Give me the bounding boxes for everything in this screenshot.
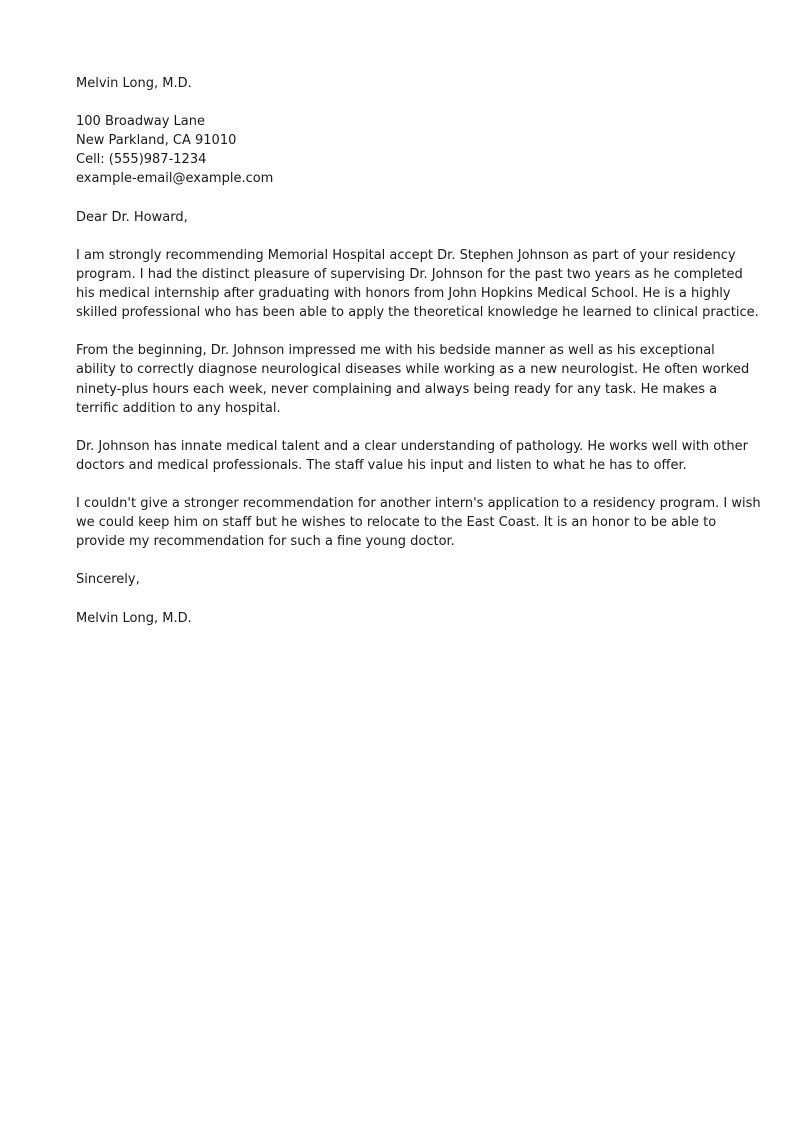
sender-address-line1: 100 Broadway Lane (76, 114, 205, 130)
closing: Sincerely, (76, 572, 140, 588)
spacer (76, 227, 726, 246)
paragraph-line: Dr. Johnson has innate medical talent and a clear understanding of pathology. He works well with other (76, 438, 748, 454)
paragraph-line: provide my recommendation for such a fine young doctor. (76, 534, 455, 550)
sender-address-block (76, 112, 726, 188)
spacer (76, 590, 726, 609)
body-paragraph-3 (76, 437, 748, 475)
body-paragraph-4 (76, 494, 761, 551)
paragraph-line: ability to correctly diagnose neurological diseases while working as a new neurologist. He often worked (76, 362, 750, 378)
paragraph-line: doctors and medical professionals. The staff value his input and listen to what he has to offer. (76, 457, 687, 473)
spacer (76, 189, 726, 208)
signature-name: Melvin Long, M.D. (76, 610, 192, 626)
spacer (76, 418, 726, 437)
paragraph-line: I am strongly recommending Memorial Hospital accept Dr. Stephen Johnson as part of your residency (76, 247, 736, 263)
sender-phone: Cell: (555)987-1234 (76, 152, 207, 168)
paragraph-line: skilled professional who has been able to apply the theoretical knowledge he learned to clinical practice. (76, 305, 759, 321)
spacer (76, 322, 726, 341)
paragraph-line: program. I had the distinct pleasure of supervising Dr. Johnson for the past two years as he completed (76, 266, 743, 282)
spacer (76, 475, 726, 494)
paragraph-line: his medical internship after graduating with honors from John Hopkins Medical School. He is a highly (76, 286, 731, 302)
paragraph-line: From the beginning, Dr. Johnson impressed me with his bedside manner as well as his exceptional (76, 343, 715, 359)
spacer (76, 93, 726, 112)
spacer (76, 551, 726, 570)
recommendation-letter (76, 74, 761, 628)
paragraph-line: terrific addition to any hospital. (76, 400, 281, 416)
salutation: Dear Dr. Howard, (76, 209, 188, 225)
sender-name: Melvin Long, M.D. (76, 76, 192, 91)
paragraph-line: we could keep him on staff but he wishes to relocate to the East Coast. It is an honor to be able to (76, 515, 717, 531)
body-paragraph-1 (76, 246, 759, 322)
paragraph-line: ninety-plus hours each week, never complaining and always being ready for any task. He makes a (76, 381, 718, 397)
sender-email: example-email@example.com (76, 171, 274, 187)
body-paragraph-2 (76, 341, 750, 417)
sender-address-line2: New Parkland, CA 91010 (76, 133, 237, 149)
paragraph-line: I couldn't give a stronger recommendation for another intern's application to a residency program. I wish (76, 496, 761, 512)
